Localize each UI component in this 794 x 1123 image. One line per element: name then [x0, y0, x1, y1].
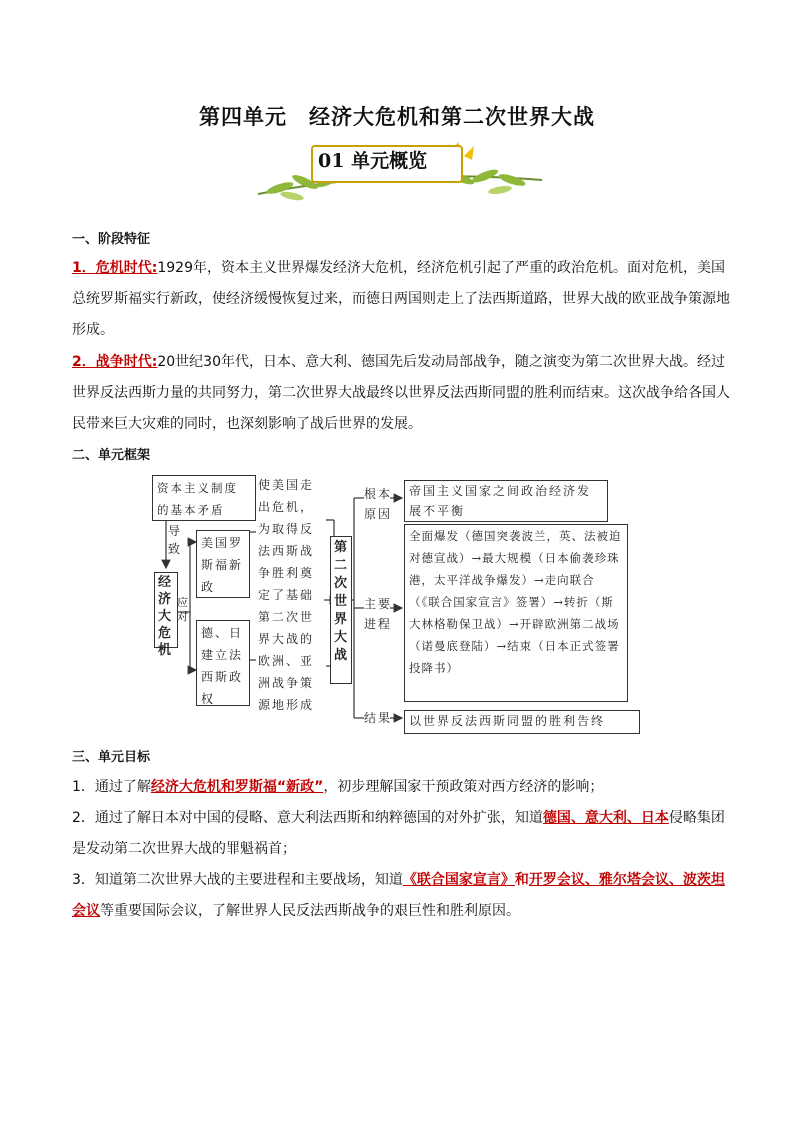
goal-3-key-2: 开罗会议、雅尔塔会议、波茨坦会议 [72, 872, 725, 919]
goal-3-rest: 等重要国际会议，了解世界人民反法西斯战争的艰巨性和胜利原因。 [100, 903, 520, 919]
label-respond: 应对 [177, 596, 188, 623]
box-main-process: 全面爆发（德国突袭波兰，英、法被迫对德宣战）→最大规模（日本偷袭珍珠港，太平洋战争爆发）→走向联合（《联合国家宣言》签署）→转折（斯大林格勒保卫战）→开辟欧洲第二战场（诺曼底登陆）→结束（日本正式签署投降书） [404, 524, 628, 702]
goal-2 [72, 803, 730, 865]
label-result: 结果 [364, 711, 393, 725]
goal-1-rest: ，初步理解国家干预政策对西方经济的影响； [323, 779, 604, 795]
label-main-process: 主要进程 [364, 597, 393, 631]
text-outcomes: 使美国走出危机，为取得反法西斯战争胜利奠定了基础第二次世界大战的欧洲、亚洲战争策源地形成 [258, 478, 315, 712]
banner-label: 单元概览 [351, 150, 428, 172]
goal-2-rest: 侵略集团是发动第二次世界大战的罪魁祸首； [72, 810, 725, 857]
section-heading-framework: 二、单元框架 [72, 448, 151, 463]
stage-feature-1-label: 1．危机时代: [72, 260, 158, 276]
box-root-cause: 帝国主义国家之间政治经济发展不平衡 [404, 480, 608, 522]
goal-3-intro: 3．知道第二次世界大战的主要进程和主要战场，知道 [72, 872, 403, 888]
label-lead-to: 导致 [168, 524, 181, 556]
goal-1-key: 经济大危机和罗斯福“新政” [150, 779, 324, 795]
goal-3-and: 和 [514, 872, 529, 888]
section-heading-stage-features: 一、阶段特征 [72, 232, 151, 247]
box-germany-japan-fascism: 德、日建立法西斯政权 [196, 620, 250, 706]
box-capitalism-contradiction: 资本主义制度的基本矛盾 [152, 475, 256, 521]
box-economic-crisis: 经济大危机 [154, 572, 178, 648]
title-name: 经济大危机和第二次世界大战 [309, 105, 595, 129]
goal-2-intro: 2．通过了解日本对中国的侵略、意大利法西斯和纳粹德国的对外扩张，知道 [72, 810, 543, 826]
goal-2-key: 德国、意大利、日本 [542, 810, 669, 826]
banner-number: 01 [318, 150, 345, 172]
box-ww2: 第二次世界大战 [330, 536, 352, 684]
title-unit: 第四单元 [199, 105, 287, 129]
label-root-cause: 根本原因 [364, 487, 393, 521]
box-result: 以世界反法西斯同盟的胜利告终 [404, 710, 640, 734]
stage-feature-2 [72, 347, 730, 440]
goal-1 [72, 772, 730, 803]
goal-3 [72, 865, 730, 927]
banner-title [318, 146, 427, 173]
goal-3-key-1: 《联合国家宣言》 [402, 872, 515, 888]
stage-feature-1 [72, 253, 730, 346]
box-us-new-deal: 美国罗斯福新政 [196, 530, 250, 598]
section-heading-goals: 三、单元目标 [72, 750, 151, 765]
stage-feature-2-label: 2．战争时代: [72, 354, 158, 370]
stage-feature-2-text: 20世纪30年代，日本、意大利、德国先后发动局部战争，随之演变为第二次世界大战。经过世界反法西斯力量的共同努力，第二次世界大战最终以世界反法西斯同盟的胜利而结束。这次战争给各国人民带来巨大灾难的同时，也深刻影响了战后世界的发展。 [72, 354, 730, 432]
goal-1-intro: 1．通过了解 [72, 779, 151, 795]
page-title [0, 101, 794, 131]
stage-feature-1-text: 1929年，资本主义世界爆发经济大危机，经济危机引起了严重的政治危机。面对危机，美国总统罗斯福实行新政，使经济缓慢恢复过来，而德日两国则走上了法西斯道路，世界大战的欧亚战争策源地形成。 [72, 260, 730, 338]
